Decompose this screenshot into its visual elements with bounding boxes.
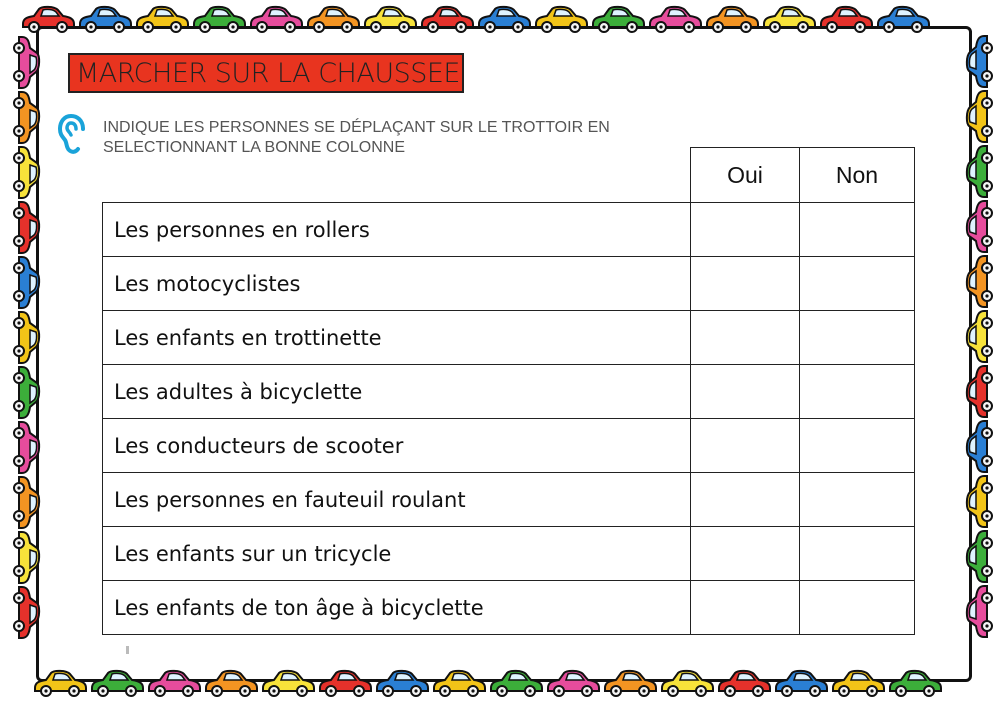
car-icon <box>719 671 770 696</box>
answer-cell-oui[interactable] <box>691 257 800 311</box>
car-icon <box>377 671 428 696</box>
answer-cell-oui[interactable] <box>691 365 800 419</box>
car-icon <box>35 671 86 696</box>
car-icon <box>536 7 587 32</box>
car-icon <box>650 7 701 32</box>
header-blank <box>103 148 691 203</box>
car-icon <box>14 422 39 473</box>
car-icon <box>365 7 416 32</box>
car-icon <box>967 366 992 417</box>
answer-cell-oui[interactable] <box>691 419 800 473</box>
car-icon <box>764 7 815 32</box>
car-icon <box>80 7 131 32</box>
car-icon <box>967 311 992 362</box>
answer-cell-non[interactable] <box>800 365 915 419</box>
car-icon <box>320 671 371 696</box>
table-row <box>103 257 915 311</box>
title-banner <box>68 53 464 93</box>
car-icon <box>263 671 314 696</box>
answer-cell-non[interactable] <box>800 473 915 527</box>
car-icon <box>14 92 39 143</box>
answer-table <box>102 147 915 635</box>
car-icon <box>878 7 929 32</box>
row-label: Les personnes en fauteuil roulant <box>103 473 691 527</box>
table-row <box>103 365 915 419</box>
column-header-oui: Oui <box>691 148 800 203</box>
answer-cell-non[interactable] <box>800 581 915 635</box>
car-icon <box>14 367 39 418</box>
car-icon <box>194 7 245 32</box>
car-icon <box>707 7 758 32</box>
car-icon <box>967 476 992 527</box>
car-icon <box>662 671 713 696</box>
car-icon <box>967 586 992 637</box>
car-icon <box>137 7 188 32</box>
car-icon <box>491 671 542 696</box>
car-icon <box>967 201 992 252</box>
answer-cell-oui[interactable] <box>691 473 800 527</box>
table-row <box>103 581 915 635</box>
car-icon <box>434 671 485 696</box>
ear-icon[interactable] <box>56 113 92 157</box>
table-row <box>103 203 915 257</box>
car-icon <box>14 477 39 528</box>
instruction-line-2: SELECTIONNANT LA BONNE COLONNE <box>103 139 405 156</box>
row-label: Les adultes à bicyclette <box>103 365 691 419</box>
table-row <box>103 473 915 527</box>
answer-cell-oui[interactable] <box>691 527 800 581</box>
car-icon <box>308 7 359 32</box>
answer-cell-oui[interactable] <box>691 581 800 635</box>
car-icon <box>833 671 884 696</box>
car-icon <box>23 7 74 32</box>
table-row <box>103 419 915 473</box>
car-icon <box>14 532 39 583</box>
row-label: Les enfants sur un tricycle <box>103 527 691 581</box>
car-icon <box>479 7 530 32</box>
row-label: Les personnes en rollers <box>103 203 691 257</box>
car-icon <box>14 257 39 308</box>
scroll-marker <box>126 646 129 654</box>
instruction-line-1: INDIQUE LES PERSONNES SE DÉPLAÇANT SUR LE TROTTOIR EN <box>103 119 610 136</box>
car-icon <box>967 91 992 142</box>
answer-cell-non[interactable] <box>800 257 915 311</box>
row-label: Les motocyclistes <box>103 257 691 311</box>
car-icon <box>92 671 143 696</box>
car-icon <box>14 312 39 363</box>
answer-cell-non[interactable] <box>800 527 915 581</box>
row-label: Les enfants de ton âge à bicyclette <box>103 581 691 635</box>
car-icon <box>967 256 992 307</box>
car-icon <box>593 7 644 32</box>
car-icon <box>967 36 992 87</box>
car-icon <box>14 202 39 253</box>
car-icon <box>967 531 992 582</box>
answer-cell-non[interactable] <box>800 203 915 257</box>
car-icon <box>14 37 39 88</box>
table-row <box>103 311 915 365</box>
car-icon <box>149 671 200 696</box>
car-icon <box>605 671 656 696</box>
car-icon <box>821 7 872 32</box>
car-icon <box>890 671 941 696</box>
table-header-row <box>103 148 915 203</box>
table-row <box>103 527 915 581</box>
row-label: Les enfants en trottinette <box>103 311 691 365</box>
car-icon <box>206 671 257 696</box>
answer-cell-oui[interactable] <box>691 203 800 257</box>
car-icon <box>14 587 39 638</box>
page-title: MARCHER SUR LA CHAUSSEE <box>76 57 460 89</box>
answer-cell-oui[interactable] <box>691 311 800 365</box>
car-icon <box>251 7 302 32</box>
car-icon <box>967 421 992 472</box>
row-label: Les conducteurs de scooter <box>103 419 691 473</box>
car-icon <box>967 146 992 197</box>
answer-cell-non[interactable] <box>800 311 915 365</box>
car-icon <box>14 147 39 198</box>
car-icon <box>776 671 827 696</box>
answer-cell-non[interactable] <box>800 419 915 473</box>
car-icon <box>548 671 599 696</box>
column-header-non: Non <box>800 148 915 203</box>
car-icon <box>422 7 473 32</box>
